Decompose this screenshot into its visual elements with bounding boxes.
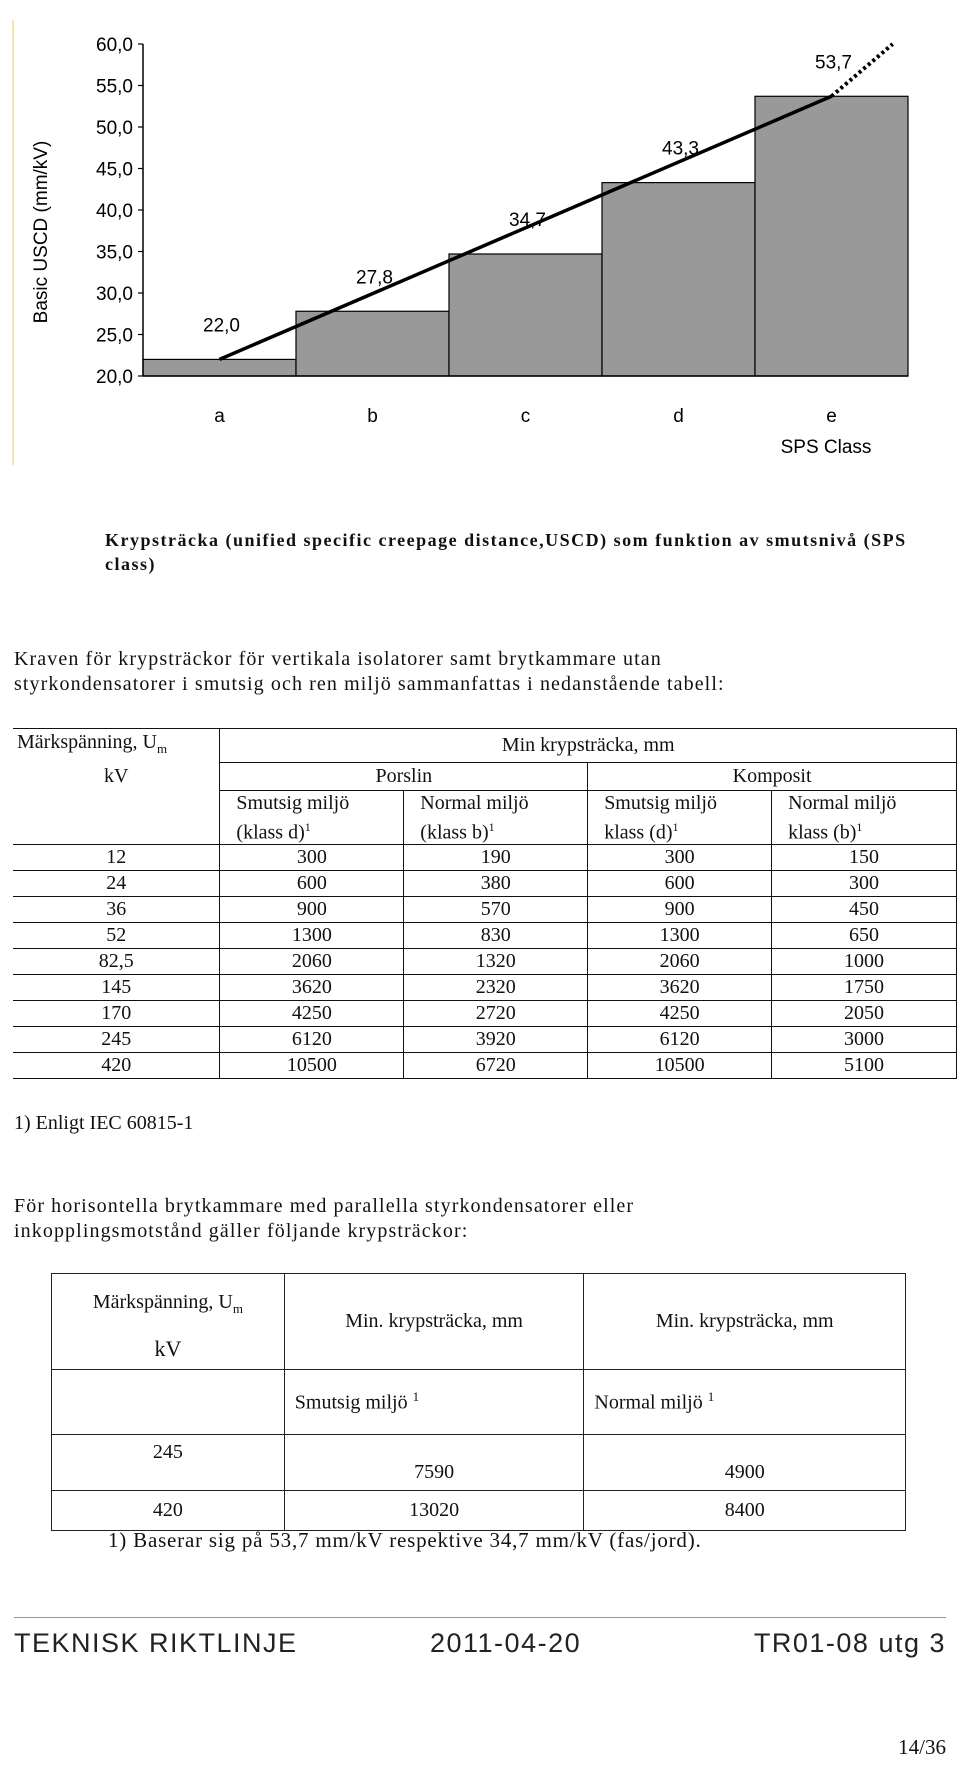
table-cell: 2720 [404,1001,588,1027]
value-label-a: 22,0 [203,315,240,337]
t1-subheader-2-line1: Normal miljö [420,791,529,814]
table-row [13,1001,957,1027]
table-cell: 2320 [404,975,588,1001]
uscd-chart [0,0,960,470]
table-cell: 3920 [404,1027,588,1053]
table-row [13,871,957,897]
creepage-table-horizontal [51,1273,906,1531]
table-cell: 2050 [772,1001,957,1027]
x-category-b: b [367,406,378,427]
intro-line-2: styrkondensatorer i smutsig och ren miljö sammanfattas i nedanstående tabell: [14,673,725,695]
table-cell: 300 [220,845,404,871]
table-cell: 5100 [772,1053,957,1079]
table-cell: 3620 [588,975,772,1001]
table-cell: 600 [588,871,772,897]
table-cell: 900 [220,897,404,923]
bar-a [143,359,296,376]
footer-document-id: TR01-08 utg 3 [753,1628,946,1658]
table-cell: 170 [13,1001,220,1027]
t1-footnote: 1) Enligt IEC 60815-1 [14,1112,194,1134]
t2-row-1-voltage: 245 [52,1435,285,1491]
t1-subheader-2 [404,790,588,845]
t2-row [52,1435,906,1491]
second-paragraph [14,1194,944,1244]
t2-col2-header: Min. krypsträcka, mm [284,1274,584,1370]
t2-col1-header [52,1274,285,1370]
table-cell: 245 [13,1027,220,1053]
t1-body [13,845,957,1079]
table-cell: 1300 [220,923,404,949]
t1-subheader-4-line1: Normal miljö [788,791,897,814]
y-tick-label: 50,0 [96,118,133,139]
value-label-d: 43,3 [662,138,699,160]
table-cell: 10500 [220,1053,404,1079]
t2-subheader-empty [52,1370,285,1435]
value-label-b: 27,8 [356,267,393,289]
x-category-c: c [520,406,531,427]
table-cell: 150 [772,845,957,871]
t2-footnote: 1) Baserar sig på 53,7 mm/kV respektive 34,7 mm/kV (fas/jord). [108,1528,702,1552]
value-label-c: 34,7 [509,209,546,231]
t1-subheader-4 [772,790,957,845]
second-line-2: inkopplingsmotstånd gäller följande krypsträckor: [14,1220,469,1242]
bars [143,96,908,376]
table-cell: 10500 [588,1053,772,1079]
t1-subheader-1-line1: Smutsig miljö [236,791,350,814]
table-cell: 650 [772,923,957,949]
t2-col1-header-line1: Märkspänning, $U_m$ [92,1291,243,1316]
table-cell: 830 [404,923,588,949]
table-cell: 300 [772,871,957,897]
y-axis-ticks [96,35,143,388]
table-row [13,975,957,1001]
table-row [13,845,957,871]
t2-col3-header: Min. krypsträcka, mm [584,1274,906,1370]
x-category-a: a [214,406,225,427]
y-tick-label: 25,0 [96,325,133,347]
table-cell: 6720 [404,1053,588,1079]
table-row [13,923,957,949]
intro-paragraph [14,647,944,697]
table-cell: 450 [772,897,957,923]
footer-divider [14,1617,946,1618]
table-cell: 300 [588,845,772,871]
y-tick-label: 35,0 [96,242,133,264]
t1-group-komposit: Komposit [588,762,957,790]
table-cell: 600 [220,871,404,897]
x-category-d: d [673,406,684,427]
figure-caption: Krypsträcka (unified specific creepage distance,USCD) som funktion av smutsnivå (SPS class) [105,530,907,574]
y-tick-label: 30,0 [96,284,133,305]
table-row [13,1027,957,1053]
t1-subheader-4-line2: klass $(b)^1$ [788,819,863,844]
t1-subheader-3-line1: Smutsig miljö [604,791,717,814]
t2-row-1-normal: 4900 [584,1435,906,1491]
table-row [13,1053,957,1079]
y-axis-label: Basic USCD (mm/kV) [31,140,52,324]
table-cell: 1750 [772,975,957,1001]
bar-c [449,254,602,376]
t2-row [52,1491,906,1531]
table-cell: 4250 [588,1001,772,1027]
t1-subheader-1-line2: (klass d)$^1$ [236,819,311,844]
footer-date: 2011-04-20 [430,1628,582,1658]
table-cell: 190 [404,845,588,871]
x-axis-label: SPS Class [780,437,872,458]
table-cell: 82,5 [13,949,220,975]
table-cell: 380 [404,871,588,897]
table-cell: 1000 [772,949,957,975]
table-cell: 420 [13,1053,220,1079]
x-category-e: e [826,406,837,427]
t2-col3-sub: Normal miljö $^1$ [584,1370,906,1435]
table-cell: 3000 [772,1027,957,1053]
table-row [13,897,957,923]
t2-row-1-smutsig: 7590 [284,1435,584,1491]
table-cell: 2060 [220,949,404,975]
creepage-table-vertical [13,728,957,1079]
table-cell: 2060 [588,949,772,975]
table-cell: 900 [588,897,772,923]
intro-line-1: Kraven för krypsträckor för vertikala isolatorer samt brytkammare utan [14,648,662,670]
bar-d [602,183,755,376]
t2-row-2-smutsig: 13020 [284,1491,584,1531]
table-cell: 570 [404,897,588,923]
table-cell: 6120 [220,1027,404,1053]
second-line-1: För horisontella brytkammare med parallella styrkondensatorer eller [14,1195,635,1217]
y-tick-label: 20,0 [96,367,133,388]
footer-document-type: TEKNISK RIKTLINJE [14,1628,298,1658]
t1-col1-header-line1: Märkspänning, $U_m$ [13,729,220,763]
t1-subheader-3 [588,790,772,845]
y-tick-label: 55,0 [96,76,133,98]
x-axis-categories [214,406,837,427]
t1-group-porslin: Porslin [220,762,588,790]
table-cell: 4250 [220,1001,404,1027]
table-cell: 3620 [220,975,404,1001]
page-number: 14/36 [898,1735,946,1759]
t2-row-2-voltage: 420 [52,1491,285,1531]
table-cell: 36 [13,897,220,923]
y-tick-label: 60,0 [96,35,133,56]
y-tick-label: 40,0 [96,201,133,222]
table-cell: 145 [13,975,220,1001]
table-cell: 1300 [588,923,772,949]
table-row [13,949,957,975]
t1-subheader-3-line2: klass $(d)^1$ [604,819,679,844]
t1-col1-header-line2: kV [103,764,129,787]
t1-subheader-1 [220,790,404,845]
table-cell: 24 [13,871,220,897]
value-label-e: 53,7 [815,52,852,74]
t1-span-header: Min krypsträcka, mm [220,729,957,763]
table-cell: 52 [13,923,220,949]
t1-col1-header-empty [13,790,220,845]
table-cell: 12 [13,845,220,871]
t1-subheader-2-line2: (klass b)$^1$ [420,819,495,844]
t2-col1-header-line2: kV [154,1336,182,1361]
y-tick-label: 45,0 [96,159,133,181]
t2-col2-sub: Smutsig miljö $^1$ [284,1370,584,1435]
bar-e [755,96,908,376]
table-cell: 6120 [588,1027,772,1053]
table-cell: 1320 [404,949,588,975]
bar-b [296,311,449,376]
t2-row-2-normal: 8400 [584,1491,906,1531]
